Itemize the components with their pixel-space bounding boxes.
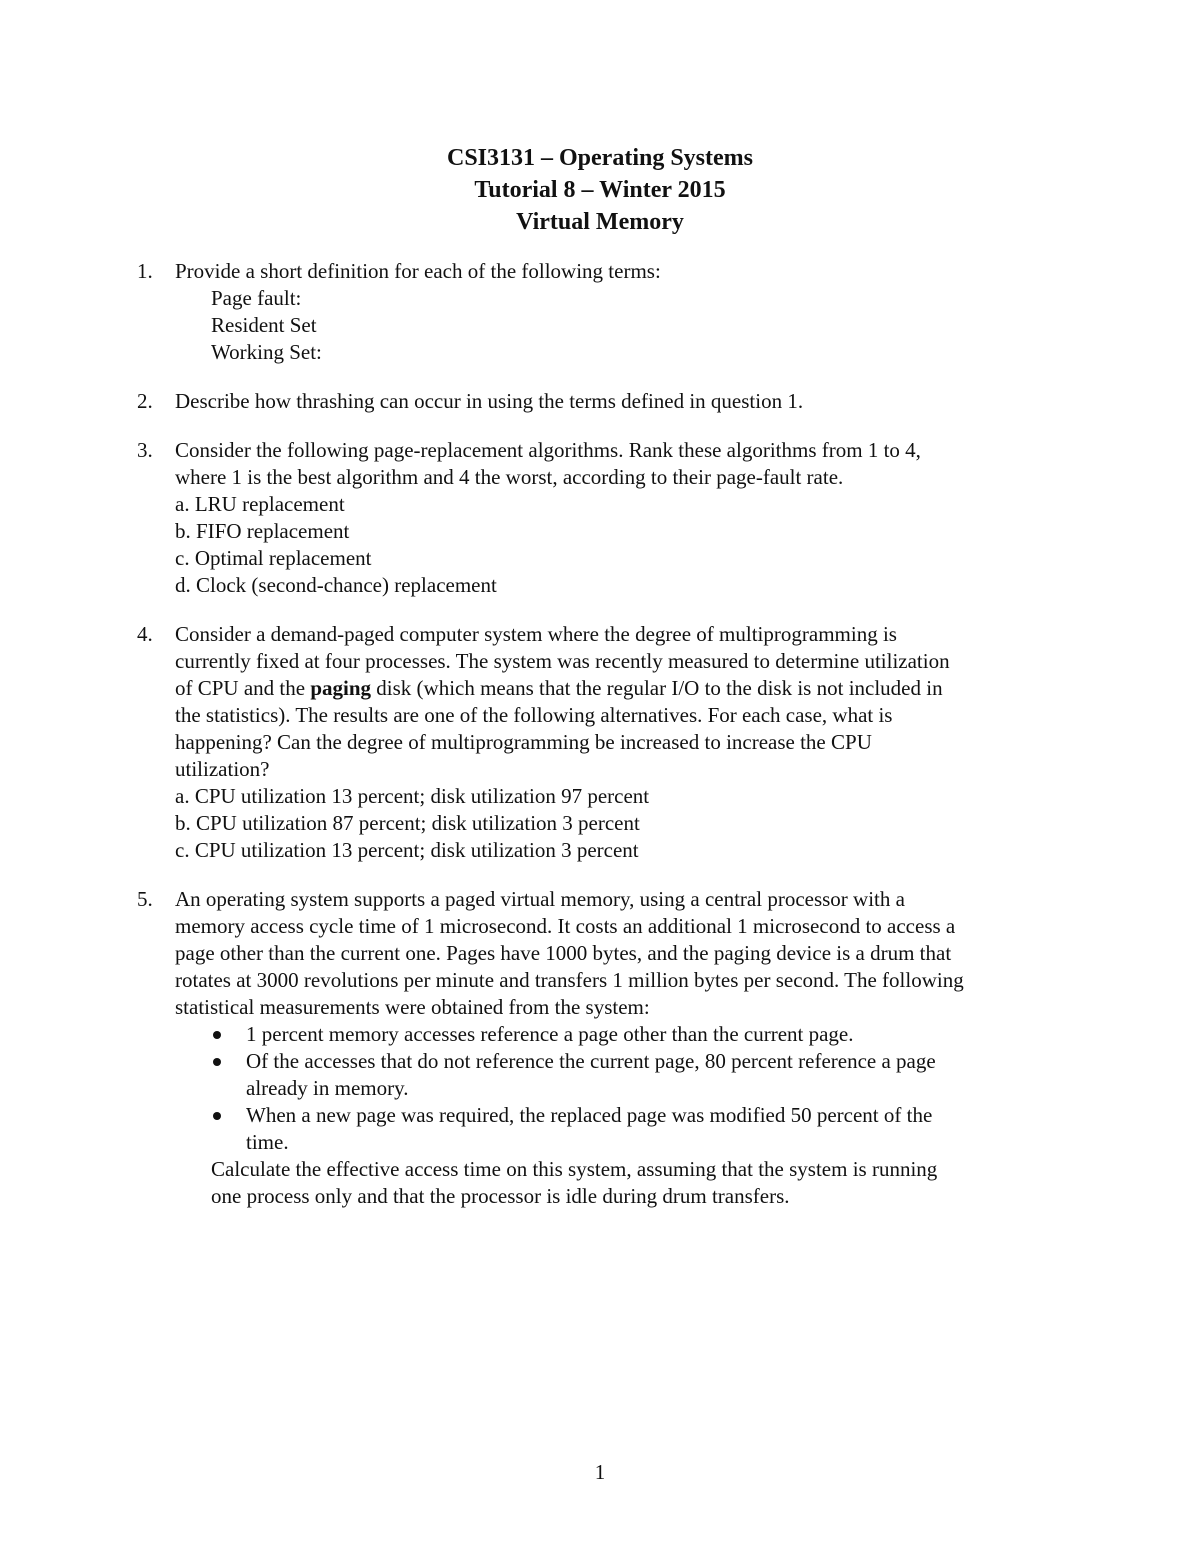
measurement-list bbox=[175, 1021, 1077, 1156]
term-page-fault: Page fault: bbox=[211, 286, 302, 310]
list-item-text: When a new page was required, the replaced page was modified 50 percent of the bbox=[246, 1103, 933, 1127]
question-1 bbox=[137, 258, 1077, 366]
bullet-icon bbox=[213, 1058, 221, 1066]
option-d: d. Clock (second-chance) replacement bbox=[175, 573, 497, 597]
tutorial-title: Tutorial 8 – Winter 2015 bbox=[474, 177, 726, 203]
question-4 bbox=[137, 621, 1077, 864]
question-number: 1. bbox=[137, 259, 153, 283]
term-resident-set: Resident Set bbox=[211, 313, 317, 337]
question-text: page other than the current one. Pages have 1000 bytes, and the paging device is a drum that bbox=[175, 941, 952, 965]
page-number: 1 bbox=[594, 1460, 606, 1484]
text-segment: disk (which means that the regular I/O to the disk is not included in bbox=[371, 676, 943, 700]
question-text-with-emphasis bbox=[175, 675, 1077, 702]
list-item-text: already in memory. bbox=[246, 1076, 409, 1100]
option-c: c. CPU utilization 13 percent; disk utilization 3 percent bbox=[175, 838, 639, 862]
emphasis-paging: paging bbox=[310, 676, 372, 700]
title-block bbox=[0, 142, 1200, 238]
option-b: b. FIFO replacement bbox=[175, 519, 350, 543]
question-text: An operating system supports a paged virtual memory, using a central processor with a bbox=[175, 887, 905, 911]
question-text: Consider a demand-paged computer system where the degree of multiprogramming is bbox=[175, 622, 897, 646]
list-item bbox=[175, 1048, 1077, 1102]
list-item bbox=[175, 1102, 1077, 1156]
question-text: Provide a short definition for each of the following terms: bbox=[175, 259, 661, 283]
question-2 bbox=[137, 388, 1077, 415]
list-item-text: time. bbox=[246, 1130, 289, 1154]
closing-text: one process only and that the processor is idle during drum transfers. bbox=[211, 1184, 790, 1208]
term-working-set: Working Set: bbox=[211, 340, 322, 364]
list-item-text: 1 percent memory accesses reference a page other than the current page. bbox=[246, 1022, 854, 1046]
option-a: a. LRU replacement bbox=[175, 492, 345, 516]
bullet-icon bbox=[213, 1031, 221, 1039]
question-number: 2. bbox=[137, 389, 153, 413]
question-number: 3. bbox=[137, 438, 153, 462]
question-number: 5. bbox=[137, 887, 153, 911]
question-text: the statistics). The results are one of the following alternatives. For each case, what is bbox=[175, 703, 893, 727]
question-text: memory access cycle time of 1 microsecond. It costs an additional 1 microsecond to access a bbox=[175, 914, 956, 938]
list-item-text: Of the accesses that do not reference the current page, 80 percent reference a page bbox=[246, 1049, 936, 1073]
option-c: c. Optimal replacement bbox=[175, 546, 372, 570]
course-title: CSI3131 – Operating Systems bbox=[446, 145, 753, 171]
question-text: Describe how thrashing can occur in using the terms defined in question 1. bbox=[175, 389, 804, 413]
question-text: where 1 is the best algorithm and 4 the worst, according to their page-fault rate. bbox=[175, 465, 844, 489]
closing-text: Calculate the effective access time on this system, assuming that the system is running bbox=[211, 1157, 938, 1181]
question-text: rotates at 3000 revolutions per minute and transfers 1 million bytes per second. The following bbox=[175, 968, 964, 992]
question-number: 4. bbox=[137, 622, 153, 646]
topic-title: Virtual Memory bbox=[516, 209, 684, 235]
text-segment: of CPU and the bbox=[175, 676, 311, 700]
option-b: b. CPU utilization 87 percent; disk utilization 3 percent bbox=[175, 811, 640, 835]
question-text: Consider the following page-replacement algorithms. Rank these algorithms from 1 to 4, bbox=[175, 438, 921, 462]
question-3 bbox=[137, 437, 1077, 599]
question-5 bbox=[137, 886, 1077, 1210]
question-text: utilization? bbox=[175, 757, 270, 781]
option-a: a. CPU utilization 13 percent; disk utilization 97 percent bbox=[175, 784, 650, 808]
question-text: currently fixed at four processes. The system was recently measured to determine utilization bbox=[175, 649, 950, 673]
question-text: happening? Can the degree of multiprogramming be increased to increase the CPU bbox=[175, 730, 872, 754]
questions bbox=[137, 258, 1077, 1232]
list-item bbox=[175, 1021, 1077, 1048]
bullet-icon bbox=[213, 1112, 221, 1120]
question-text: statistical measurements were obtained from the system: bbox=[175, 995, 650, 1019]
